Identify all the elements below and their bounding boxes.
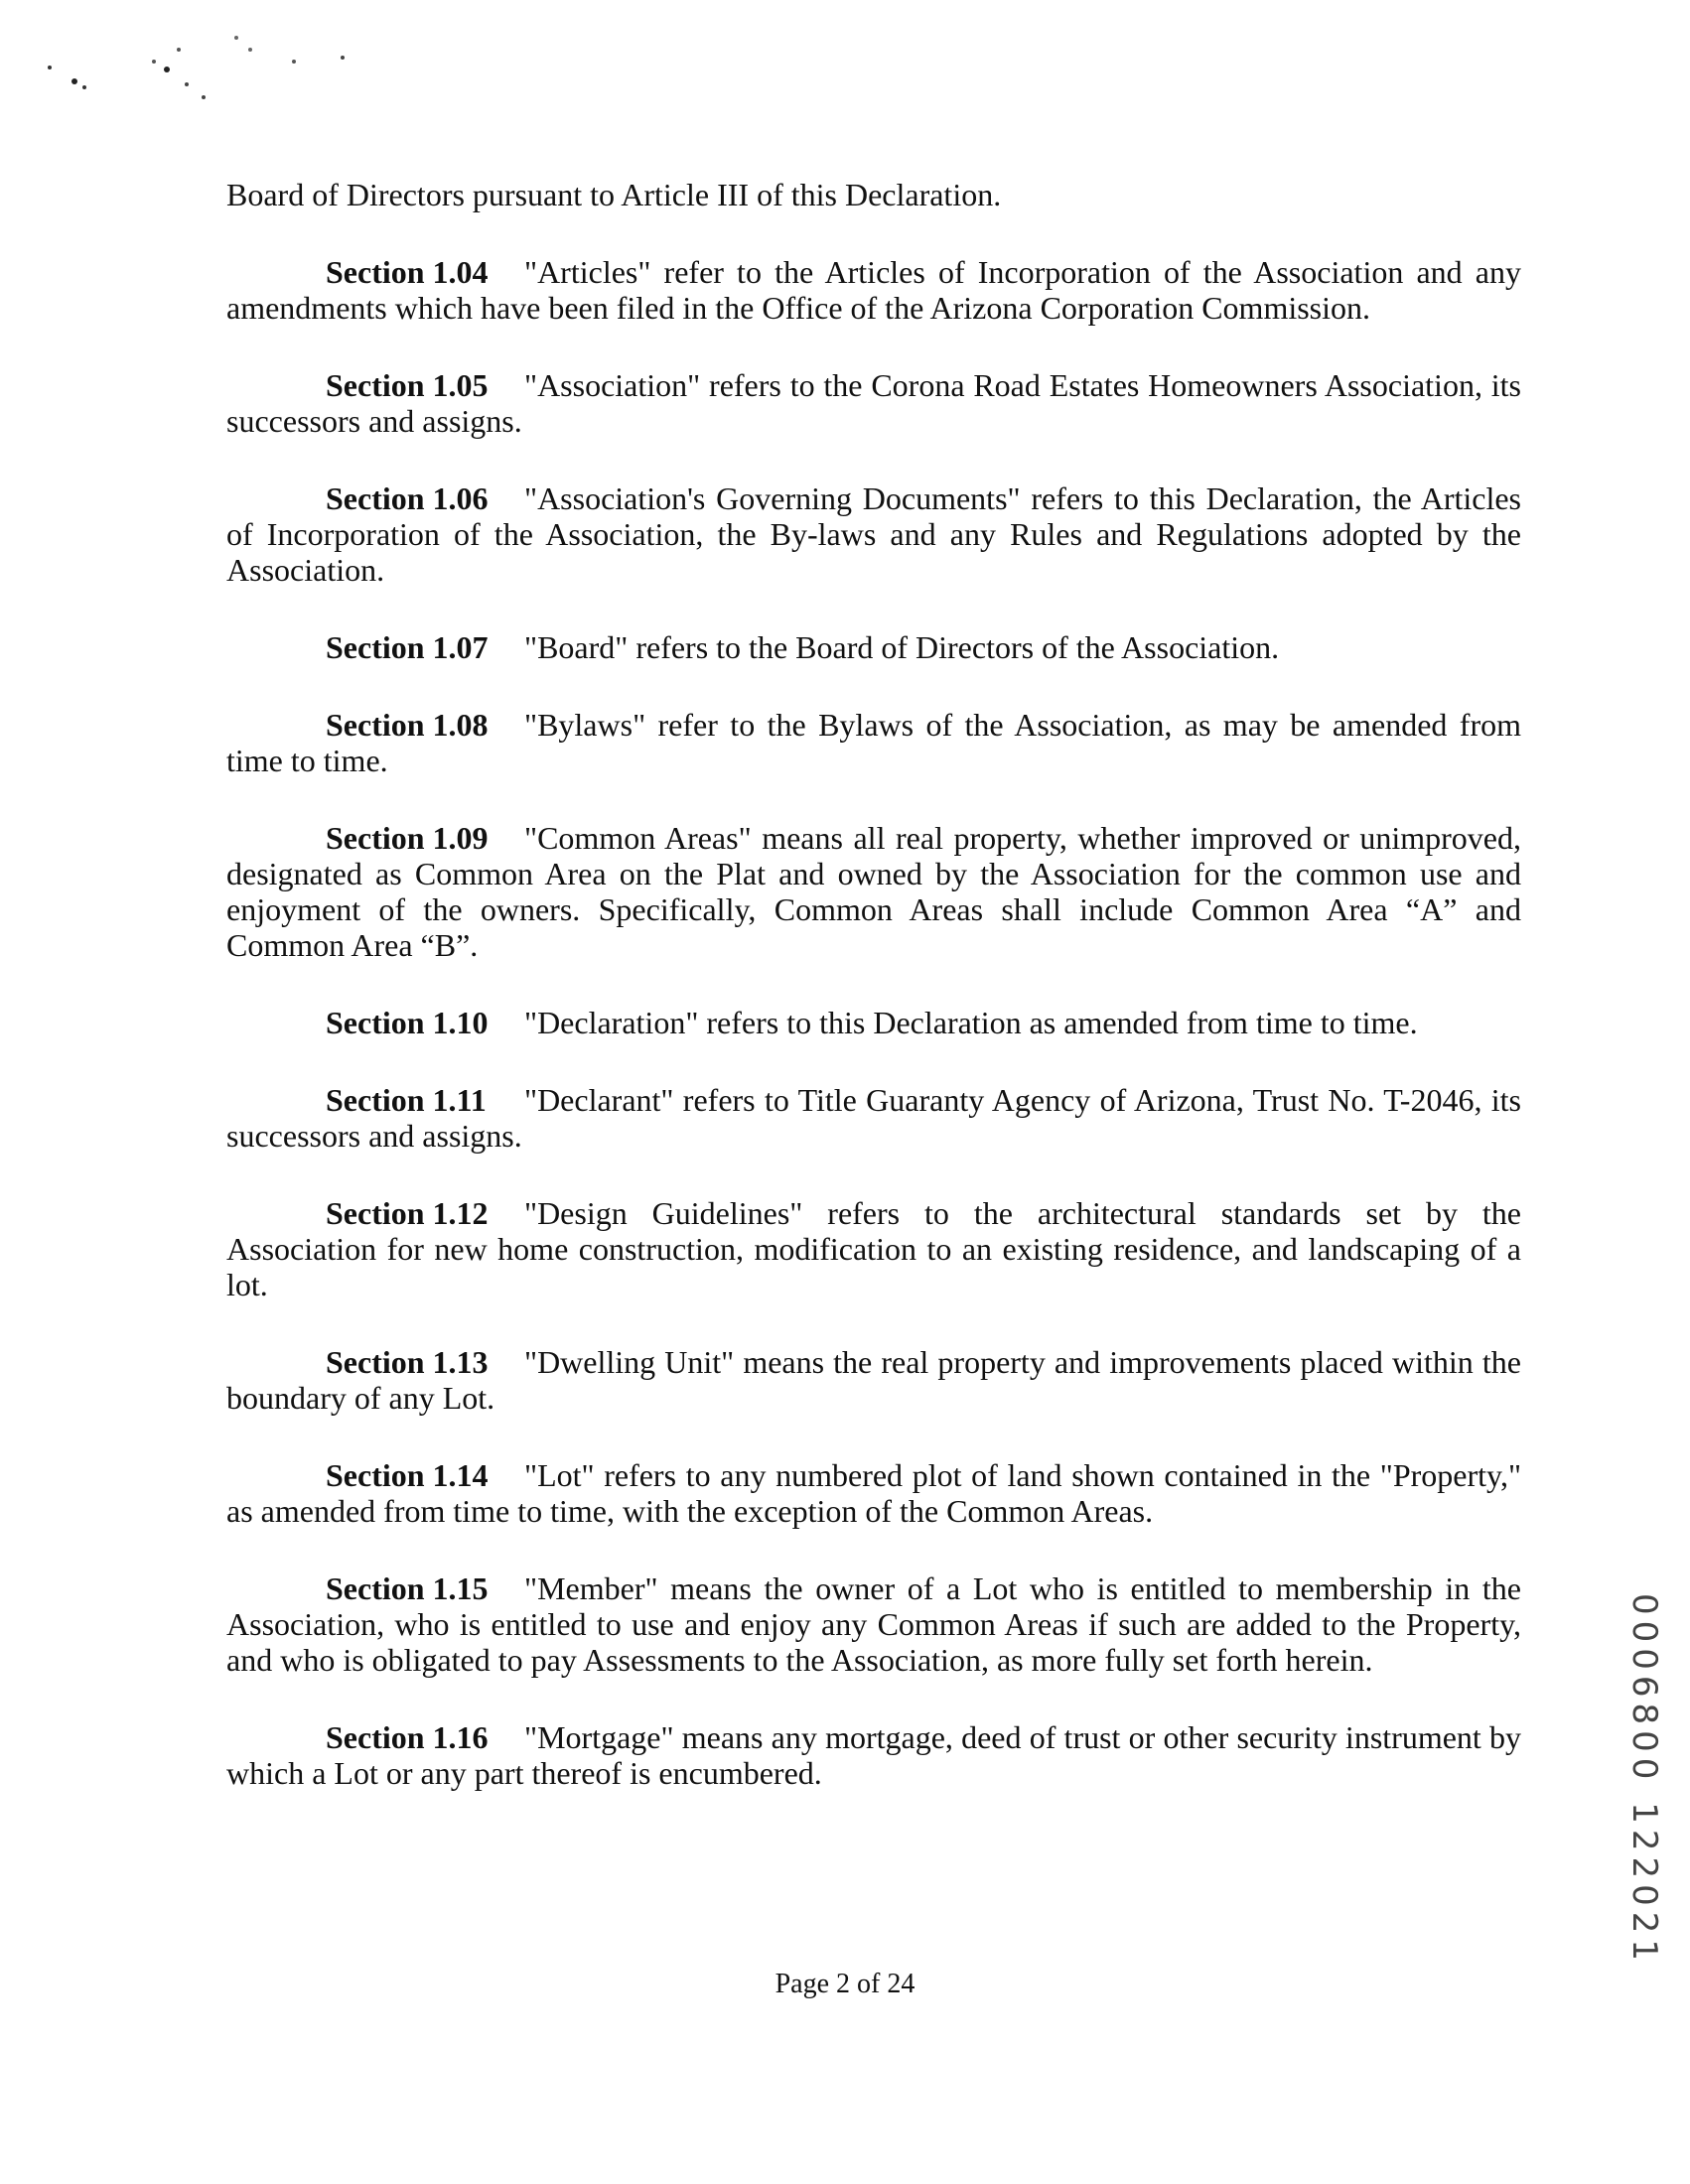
section-text: "Association" refers to the Corona Road Estates Homeowners Association, its successors and assigns. (226, 367, 1521, 439)
section-label: Section 1.09 (326, 820, 489, 856)
section-text: "Member" means the owner of a Lot who is entitled to membership in the Association, who is entitled to use and enjoy any Common Areas if such are added to the Property, and who is obligated to pay Assessments to the Association, as more fully set forth herein. (226, 1570, 1521, 1678)
section-text: "Mortgage" means any mortgage, deed of trust or other security instrument by which a Lot or any part thereof is encumbered. (226, 1719, 1521, 1791)
section-1-14 (226, 1457, 1521, 1529)
section-label: Section 1.04 (326, 254, 489, 290)
section-label: Section 1.16 (326, 1719, 489, 1755)
section-label: Section 1.08 (326, 707, 489, 743)
page-number: Page 2 of 24 (775, 1969, 915, 1999)
section-1-10 (226, 1005, 1521, 1040)
section-1-13 (226, 1344, 1521, 1416)
section-1-16 (226, 1719, 1521, 1791)
paragraph-continuation (226, 177, 1521, 212)
document-body (226, 177, 1521, 1791)
section-1-05 (226, 367, 1521, 439)
scan-specks (40, 10, 357, 119)
section-text: "Association's Governing Documents" refers to this Declaration, the Articles of Incorporation of the Association, the By-laws and any Rules and Regulations adopted by the Association. (226, 480, 1521, 588)
paragraph-text: Board of Directors pursuant to Article III of this Declaration. (226, 177, 1002, 212)
section-label: Section 1.05 (326, 367, 489, 403)
section-1-11 (226, 1082, 1521, 1154)
section-label: Section 1.15 (326, 1570, 489, 1606)
section-1-04 (226, 254, 1521, 326)
section-text: "Declarant" refers to Title Guaranty Agency of Arizona, Trust No. T-2046, its successors and assigns. (226, 1082, 1521, 1154)
section-label: Section 1.10 (326, 1005, 489, 1040)
section-label: Section 1.14 (326, 1457, 489, 1493)
stamp-number: 0006800 122021 (1624, 1593, 1664, 1968)
section-text: "Design Guidelines" refers to the architectural standards set by the Association for new home construction, modification to an existing residence, and landscaping of a lot. (226, 1195, 1521, 1302)
section-text: "Dwelling Unit" means the real property and improvements placed within the boundary of any Lot. (226, 1344, 1521, 1416)
section-label: Section 1.06 (326, 480, 489, 516)
section-label: Section 1.12 (326, 1195, 489, 1231)
section-1-08 (226, 707, 1521, 778)
section-text: "Lot" refers to any numbered plot of land shown contained in the "Property," as amended from time to time, with the exception of the Common Areas. (226, 1457, 1521, 1529)
section-text: "Bylaws" refer to the Bylaws of the Association, as may be amended from time to time. (226, 707, 1521, 778)
section-label: Section 1.13 (326, 1344, 489, 1380)
section-label: Section 1.07 (326, 629, 489, 665)
section-text: "Articles" refer to the Articles of Incorporation of the Association and any amendments which have been filed in the Office of the Arizona Corporation Commission. (226, 254, 1521, 326)
section-label: Section 1.11 (326, 1082, 487, 1118)
section-1-07 (226, 629, 1521, 665)
document-stamp (1624, 1593, 1668, 1968)
section-text: "Board" refers to the Board of Directors of the Association. (524, 629, 1280, 665)
section-1-09 (226, 820, 1521, 963)
section-text: "Declaration" refers to this Declaration as amended from time to time. (524, 1005, 1418, 1040)
section-1-15 (226, 1570, 1521, 1678)
section-text: "Common Areas" means all real property, whether improved or unimproved, designated as Common Area on the Plat and owned by the Association for the common use and enjoyment of the owners. Specifically, Common Areas shall include Common Area “A” and Common Area “B”. (226, 820, 1521, 963)
section-1-06 (226, 480, 1521, 588)
section-1-12 (226, 1195, 1521, 1302)
